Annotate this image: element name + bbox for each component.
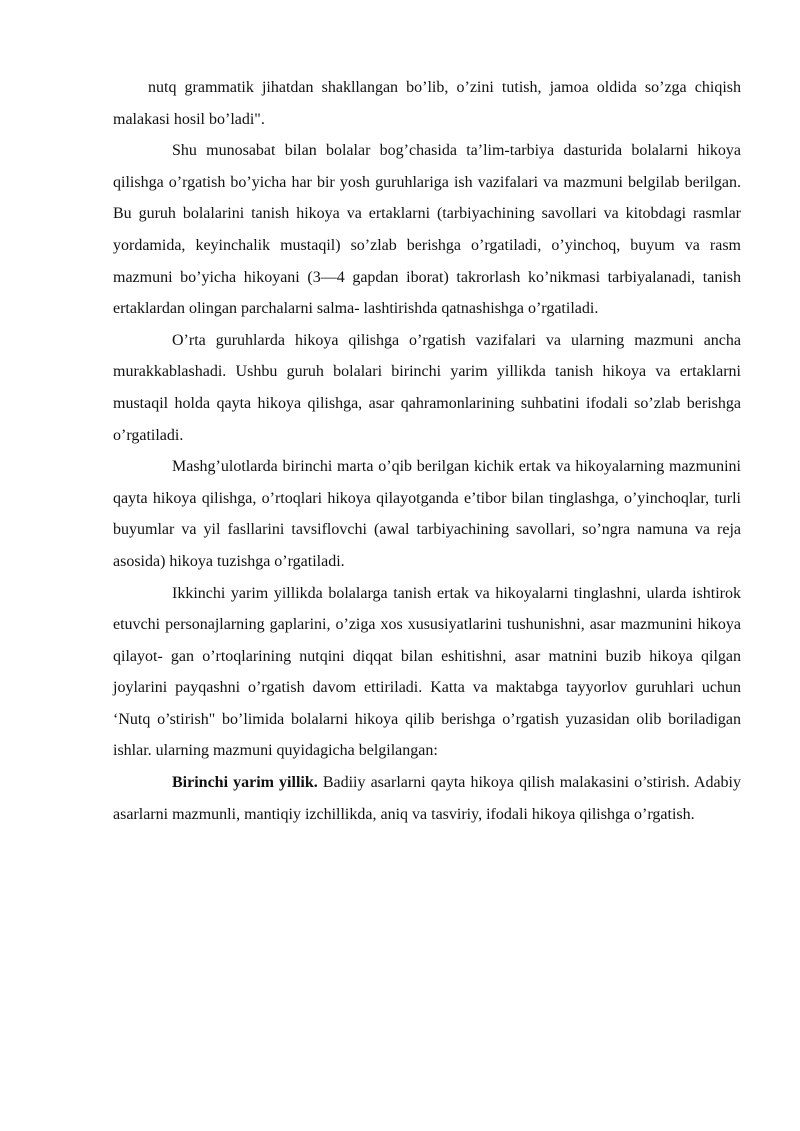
paragraph-text: Ikkinchi yarim yillikda bolalarga tanish ertak va hikoyalarni tinglashni, ularda ishtirok etuvchi personajlarning gaplarini, o’ziga xos xususiyatlarini tushunishni, asar mazmunini hikoya qilayot- gan o’rtoqlarining nutqini diqqat bilan eshitishni, asar matnini buzib hikoya qilgan joylarini payqashni o’rgatish davom ettiriladi. Katta va maktabga tayyorlov guruhlari uchun ‘Nutq o’stirish" bo’limida bolalarni hikoya qilib berishga o’rgatish yuzasidan olib boriladigan ishlar. ularning mazmuni quyidagicha belgilangan:	[113, 584, 741, 760]
paragraph-second-half-year	[113, 578, 741, 768]
paragraph-first-half-year	[113, 767, 741, 830]
paragraph-continuation	[113, 72, 741, 135]
paragraph-text: nutq grammatik jihatdan shakllangan bo’lib, o’zini tutish, jamoa oldida so’zga chiqish malakasi hosil bo’ladi".	[113, 79, 741, 128]
paragraph-text: O’rta guruhlarda hikoya qilishga o’rgatish vazifalari va ularning mazmuni ancha murakkablashadi. Ushbu guruh bolalari birinchi yarim yillikda tanish hikoya va ertaklarni mustaqil holda qayta hikoya qilishga, asar qahramonlarining suhbatini ifodali so’zlab berishga o’rgatiladi.	[113, 331, 741, 444]
paragraph-middle-groups	[113, 325, 741, 451]
paragraph-lessons	[113, 451, 741, 577]
paragraph-curriculum-intro	[113, 135, 741, 325]
paragraph-text: Mashg’ulotlarda birinchi marta o’qib berilgan kichik ertak va hikoyalarning mazmunini qayta hikoya qilishga, o’rtoqlari hikoya qilayotganda e’tibor bilan tinglashga, o’yinchoqlar, turli buyumlar va yil fasllarini tavsiflovchi (awal tarbiyachining savollari, so’ngra namuna va reja asosida) hikoya tuzishga o’rgatiladi.	[113, 458, 741, 570]
paragraph-lead-heading: Birinchi yarim yillik.	[172, 774, 318, 792]
document-page	[113, 72, 741, 830]
paragraph-text: Shu munosabat bilan bolalar bog’chasida ta’lim-tarbiya dasturida bolalarni hikoya qilishga o’rgatish bo’yicha har bir yosh guruhlariga ish vazifalari va mazmuni belgilab berilgan. Bu guruh bolalarini tanish hikoya va ertaklarni (tarbiyachining savollari va kitobdagi rasmlar yordamida, keyinchalik mustaqil) so’zlab berishga o’rgatiladi, o’yinchoq, buyum va rasm mazmuni bo’yicha hikoyani (3—4 gapdan iborat) takrorlash ko’nikmasi tarbiyalanadi, tanish ertaklardan olingan parchalarni salma- lashtirishda qatnashishga o’rgatiladi.	[113, 142, 741, 318]
paragraph-text: Badiiy asarlarni qayta hikoya qilish malakasini o’stirish. Adabiy asarlarni mazmunli, mantiqiy izchillikda, aniq va tasviriy, ifodali hikoya qilishga o’rgatish.	[113, 774, 742, 823]
